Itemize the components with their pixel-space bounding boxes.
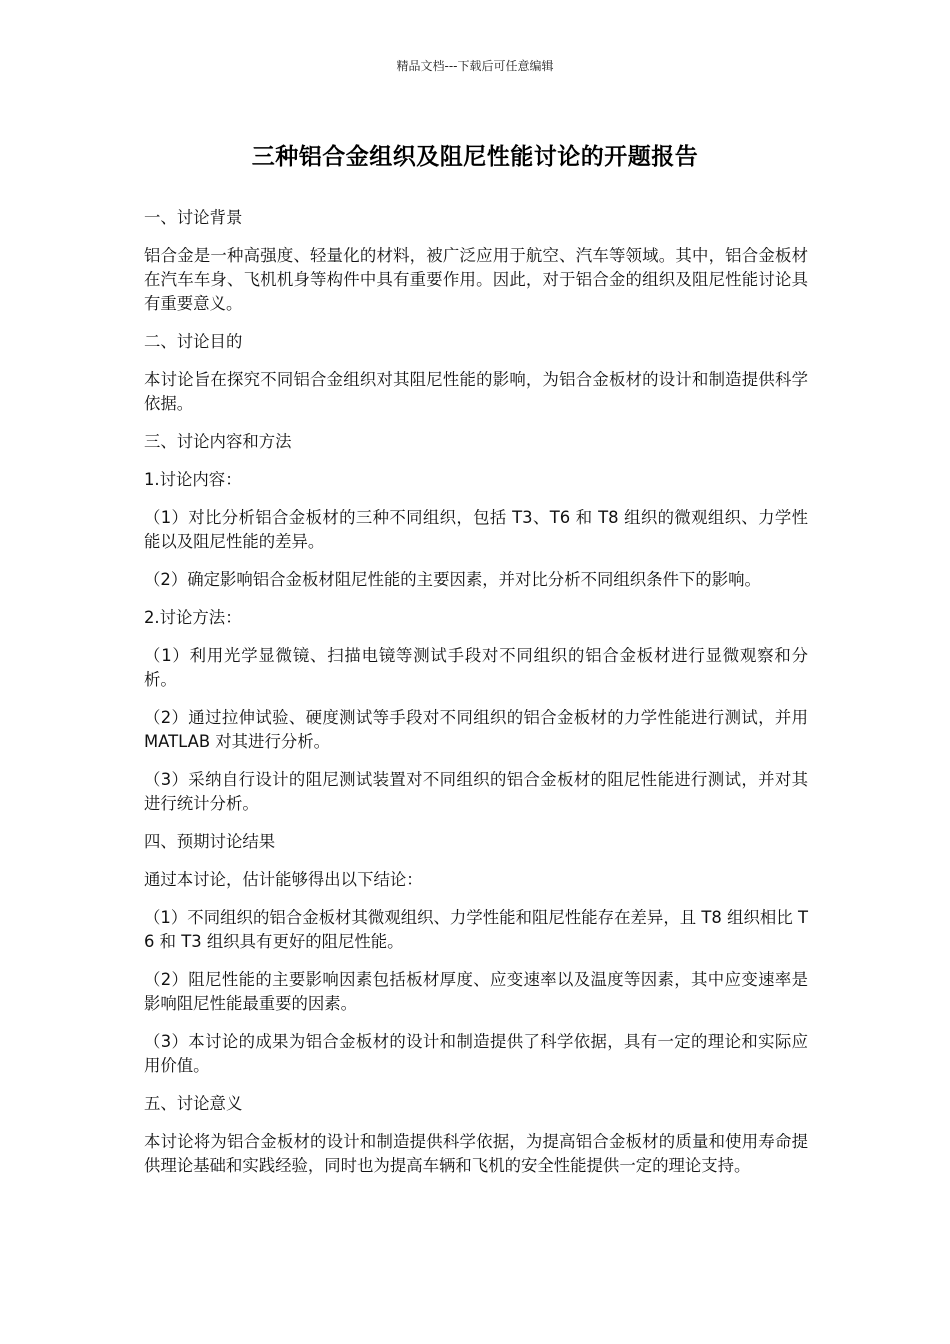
section-heading-purpose: 二、讨论目的 xyxy=(144,332,243,351)
section-heading-background: 一、讨论背景 xyxy=(144,208,243,227)
subheading-method: 2.讨论方法： xyxy=(144,608,242,627)
paragraph-purpose: 本讨论旨在探究不同铝合金组织对其阻尼性能的影响，为铝合金板材的设计和制造提供科学依据。 xyxy=(144,370,808,413)
list-item-content-2: （2）确定影响铝合金板材阻尼性能的主要因素，并对比分析不同组织条件下的影响。 xyxy=(144,570,761,589)
list-item-results-3: （3）本讨论的成果为铝合金板材的设计和制造提供了科学依据，具有一定的理论和实际应用价值。 xyxy=(144,1032,808,1075)
list-item-method-3: （3）采纳自行设计的阻尼测试装置对不同组织的铝合金板材的阻尼性能进行测试，并对其进行统计分析。 xyxy=(144,770,808,813)
subheading-content: 1.讨论内容： xyxy=(144,470,242,489)
section-heading-results: 四、预期讨论结果 xyxy=(144,832,276,851)
document-body xyxy=(144,206,808,1192)
list-item-results-1: （1）不同组织的铝合金板材其微观组织、力学性能和阻尼性能存在差异，且 T8 组织相比 T6 和 T3 组织具有更好的阻尼性能。 xyxy=(144,908,808,951)
paragraph-background: 铝合金是一种高强度、轻量化的材料，被广泛应用于航空、汽车等领域。其中，铝合金板材在汽车车身、飞机机身等构件中具有重要作用。因此，对于铝合金的组织及阻尼性能讨论具有重要意义。 xyxy=(144,246,808,313)
section-heading-content-method: 三、讨论内容和方法 xyxy=(144,432,292,451)
header-note: 精品文档---下载后可任意编辑 xyxy=(396,59,554,73)
list-item-method-2: （2）通过拉伸试验、硬度测试等手段对不同组织的铝合金板材的力学性能进行测试，并用 MATLAB 对其进行分析。 xyxy=(144,708,808,751)
paragraph-results-intro: 通过本讨论，估计能够得出以下结论： xyxy=(144,870,423,889)
document-title: 三种铝合金组织及阻尼性能讨论的开题报告 xyxy=(251,144,699,170)
section-heading-significance: 五、讨论意义 xyxy=(144,1094,243,1113)
list-item-method-1: （1）利用光学显微镜、扫描电镜等测试手段对不同组织的铝合金板材进行显微观察和分析。 xyxy=(144,646,808,689)
paragraph-significance: 本讨论将为铝合金板材的设计和制造提供科学依据，为提高铝合金板材的质量和使用寿命提供理论基础和实践经验，同时也为提高车辆和飞机的安全性能提供一定的理论支持。 xyxy=(144,1132,808,1175)
list-item-results-2: （2）阻尼性能的主要影响因素包括板材厚度、应变速率以及温度等因素，其中应变速率是影响阻尼性能最重要的因素。 xyxy=(144,970,808,1013)
list-item-content-1: （1）对比分析铝合金板材的三种不同组织，包括 T3、T6 和 T8 组织的微观组织、力学性能以及阻尼性能的差异。 xyxy=(144,508,808,551)
